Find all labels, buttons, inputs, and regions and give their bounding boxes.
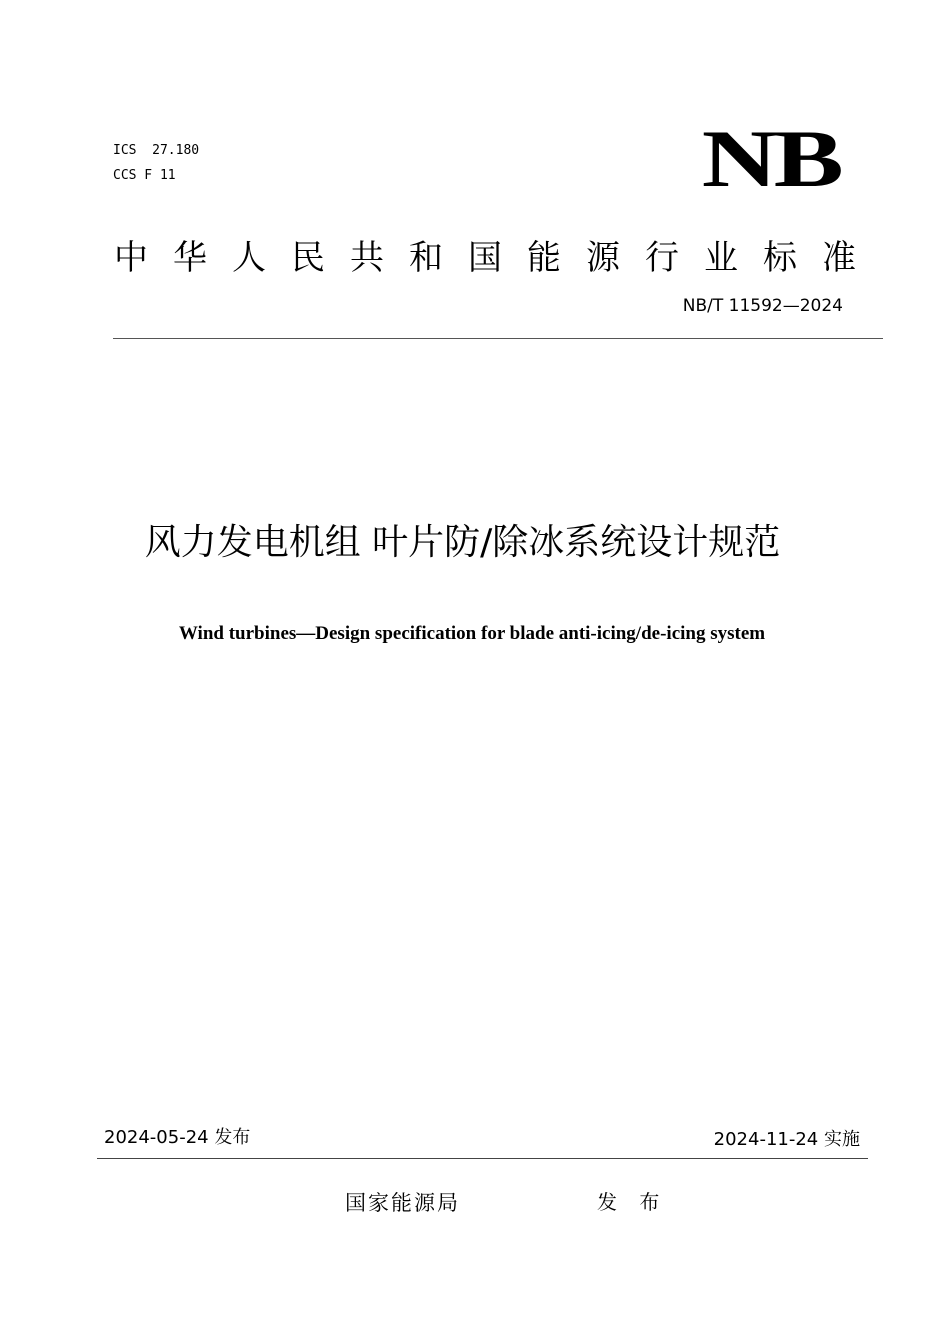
ics-code: ICS 27.180	[113, 143, 200, 158]
bottom-divider	[97, 1158, 868, 1159]
nb-logo: NB	[701, 113, 840, 204]
chinese-title: 风力发电机组 叶片防/除冰系统设计规范	[144, 522, 781, 563]
publisher: 国家能源局	[345, 1191, 460, 1215]
standard-number: NB/T 11592—2024	[682, 296, 843, 316]
english-title: Wind turbines—Design specification for blade anti-icing/de-icing system	[178, 623, 766, 644]
ccs-code: CCS F 11	[113, 168, 176, 183]
issue-date: 2024-05-24 发布	[104, 1127, 251, 1148]
standard-category: 中华人民共和国能源行业标准	[114, 238, 881, 278]
implementation-date: 2024-11-24 实施	[713, 1129, 860, 1150]
top-divider	[113, 338, 883, 339]
publish-label: 发 布	[597, 1190, 668, 1214]
